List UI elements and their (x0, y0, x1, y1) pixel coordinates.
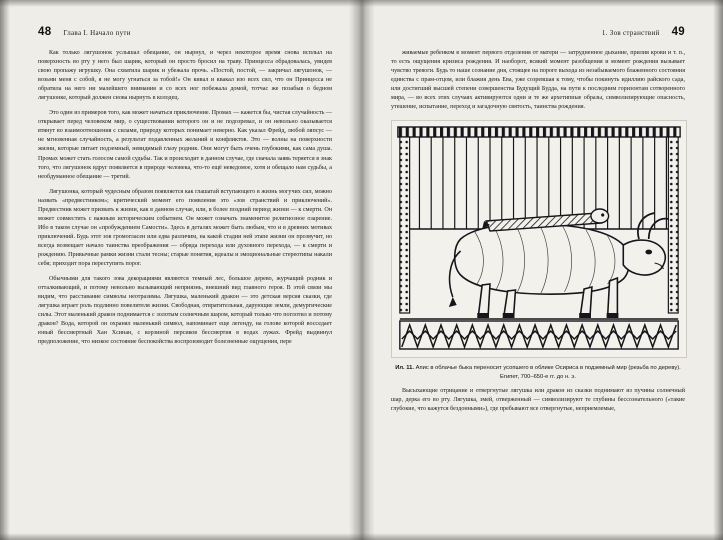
left-page-content (38, 26, 332, 520)
left-running-head (38, 26, 332, 38)
paragraph: Это один из примеров того, как может начаться приключение. Промах — кажется бы, чистая случайность — открывает перед человеком мир, о существовании которого он и не подозревал, и он невольно оказывается втянут во взаимоотношения с силами, природу которых понимает неверно. Как указал Фрейд, любой ляпсус — не мгновенная случайность, а результат подавленных желаний и конфликтов. Это — волны на поверхности жизни, которые питает подземный, невидимый глазу родник. Они могут быть очень глубокими, как сама душа. Промах может стать голосом самой судьбы. Так и происходит в данном случае, где сначала заявь теряется в знак того, что лягушонок вдруг появляется в природе человека, что-то ещё неведомое, хотя и обещало нам судьбы, а необдуманное обещание — третий. (38, 110, 332, 180)
right-folio: 49 (671, 26, 685, 38)
paragraph: Высыхающие отрицание и отвергнутые лягушка или дракон из сказки поднимают из пучины солнечный шар, дерка его во рту. Лягушка, змей, отверженный — символизируют те глубины бессознательного («такие глубокие, что кажутся бездонными»), где пребывают все отвергнутые, неприемлемые, (391, 387, 685, 412)
left-page (4, 0, 354, 540)
paragraph: Обычными для такого зова декорациями являются темный лес, большое дерево, журчащий родник и отталкивающий, и потому невольно вызывающий неприязнь, внешний вид главного героя. В этой связи мы видим, что расставание символы неотразимы. Лягушка, маленький дракон — это детская версия сказки, где лягушка играет роль подлинно повелителя жизни. Свободная, отвратительная, дарующие земли, демургические силы. Этот маленький дракон поднимается с золотым солнечным шаром, который только что поглотил и потому дракон? Вода, которой он охранял маленький символ, напоминает еще легенду, на голове которой восседает юный бессмертный Хан Хсинан, с корзиной персиков бессмертия в водах лужах. Фрейд выдвинул предположение, что низкое состояние беспокойства воспроизводит болезненные ощущения, пере (38, 276, 332, 346)
figure-number: Ил. 11. (395, 365, 414, 372)
figure-caption (391, 364, 685, 380)
left-folio: 48 (38, 26, 52, 38)
right-page-content (391, 26, 685, 520)
right-running-head (391, 26, 685, 38)
right-page (369, 0, 719, 540)
paragraph: Как только лягушонок услышал обещание, он нырнул, и через некоторое время снова всплыл на поверхность во рту у него был шарик, который он просто бросил на траву. Принцесса обрадовалась, увидев свою пропажу игрушку. Она схватила шарик и убежала прочь. «Постой, постой, — закричал лягушонок, — возьми меня с собой, я не могу угнаться за тобой!» Он кивал и квакал изо всех сил, что он Принцесса не обратила на него ни малейшего внимания и со всех ног побежала домой, тотчас же позабыв о бедном лягушонке, который должен снова нырнуть в колодец. (38, 50, 332, 102)
figure-caption-text: Апис в облачье быка переносит усопшего в облике Осириса в подземный мир (резьба по дереву). Египет, 700–650-е гг. до н. э. (414, 365, 681, 380)
bull-osiris-relief (391, 120, 687, 358)
relief-illustration (392, 121, 686, 357)
left-chapter-title: Глава I. Начало пути (63, 29, 131, 37)
paragraph: живаемые ребенком в момент первого отделения от матери — затрудненное дыхание, прилив крови и т. п., то есть ощущения кризиса рождения. И наоборот, всякий момент разобщения и момент рождения вызывает чувство тревоги. Будь то наше сознание дня, стоящее на пороге выхода из незабываемого блаженного состояния единства с прам-отцом, или блажия день Ева, уже созревшая к тому, чтобы покинуть идиллию райского сада, или достигший высшей степени совершенства Будущий Будда, на пути к последним горизонтам сотворенного мира, — во всех этих случаях активируются одни и те же архетипные образы, символизирующие опасность, утешение, испытание, переход и загадочную святость, таинства рождения. (391, 50, 685, 111)
paragraph: Лягушонка, который чудесным образом появляется как глашатай вступающего в жизнь могучих сил, можно назвать «предвестником»; критический момент его появления это «зов странствий и приключений». Предвестник может призвать к жизни, как в данном случае, или, в более поздний период жизни — к смерти. Он может совместить с важным историческим событием. Он может означать знаменитое религиозное озарение. Ибо в таком случае он «пробуждением Самости». Здесь в деталях может быть любым, что и в древних мотивах приключений. Будь этот зов громогласен или едва различим, на какой стадии ней этапе жизни он прозвучит, но всегда возвещает начало таинства преображения — обряда перехода или духовного перехода, — к смерти и рождению. Привычные рамки жизни стали тесны; старые понятия, идеалы и эмоциональные стереотипы накали себя; приходит пора переступить порог. (38, 188, 332, 268)
figure-block (391, 120, 685, 380)
right-section-title: 1. Зов странствий (601, 29, 660, 37)
